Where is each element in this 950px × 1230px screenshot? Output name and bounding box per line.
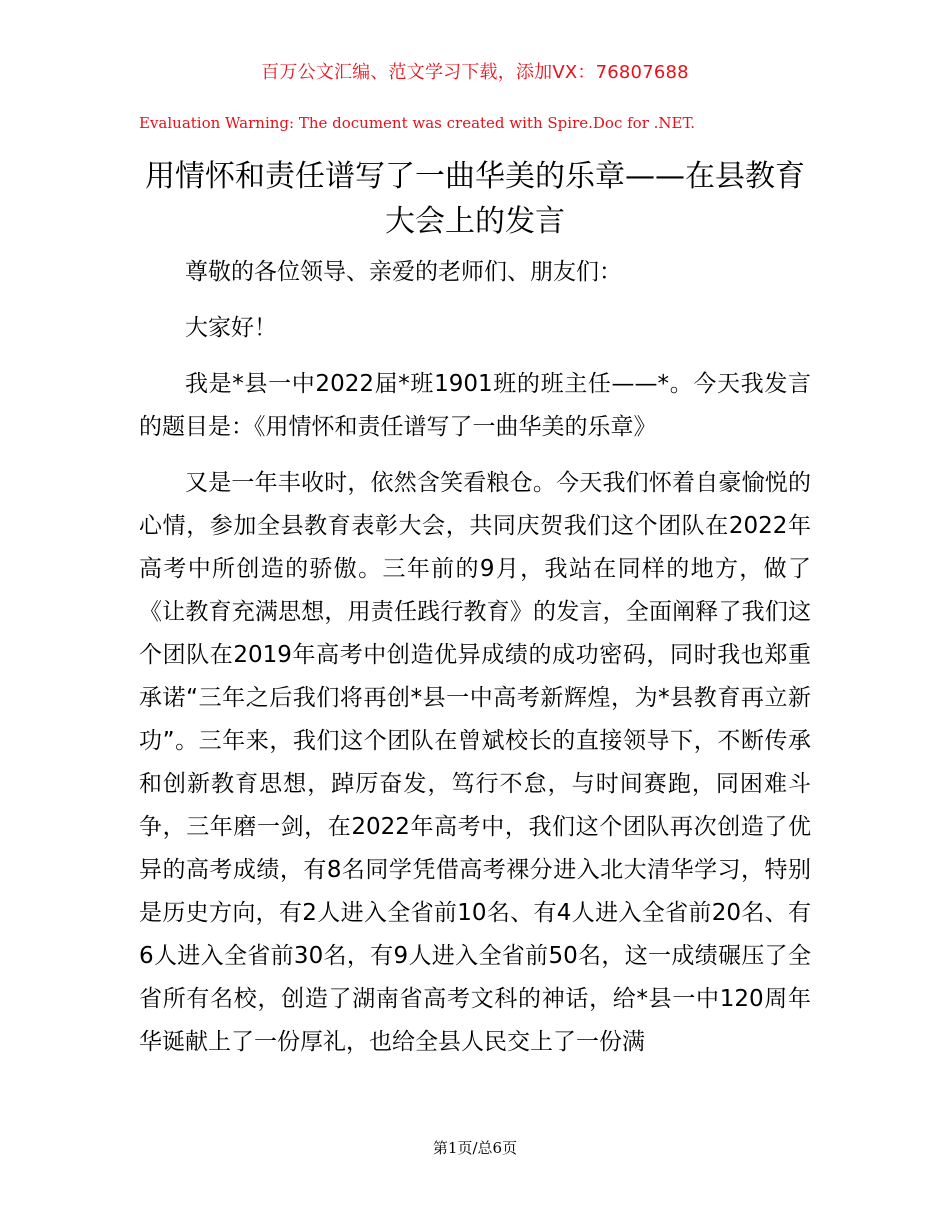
evaluation-warning: Evaluation Warning: The document was created with Spire.Doc for .NET. [139,114,696,132]
document-body [139,251,811,1064]
salutation-paragraph: 尊敬的各位领导、亲爱的老师们、朋友们： [185,259,622,285]
main-paragraph: 又是一年丰收时，依然含笑看粮仓。今天我们怀着自豪愉悦的心情，参加全县教育表彰大会，共同庆贺我们这个团队在2022年高考中所创造的骄傲。三年前的9月，我站在同样的地方，做了《让教育充满思想，用责任践行教育》的发言，全面阐释了我们这个团队在2019年高考中创造优异成绩的成功密码，同时我也郑重承诺“三年之后我们将再创*县一中高考新辉煌，为*县教育再立新功”。三年来，我们这个团队在曾斌校长的直接领导下，不断传承和创新教育思想，踔厉奋发，笃行不怠，与时间赛跑，同困难斗争，三年磨一剑，在2022年高考中，我们这个团队再次创造了优异的高考成绩，有8名同学凭借高考裸分进入北大清华学习，特别是历史方向，有2人进入全省前10名、有4人进入全省前20名、有6人进入全省前30名，有9人进入全省前50名，这一成绩碾压了全省所有名校，创造了湖南省高考文科的神话，给*县一中120周年华诞献上了一份厚礼，也给全县人民交上了一份满 [139,470,811,1055]
page-number: 第1页/总6页 [432,1139,518,1157]
intro-paragraph: 我是*县一中2022届*班1901班的班主任——*。今天我发言的题目是：《用情怀和责任谱写了一曲华美的乐章》 [139,371,811,440]
header-banner: 百万公文汇编、范文学习下载，添加VX：76807688 [261,62,689,83]
document-title: 用情怀和责任谱写了一曲华美的乐章——在县教育大会上的发言 [145,159,805,239]
greeting-paragraph: 大家好！ [185,315,277,341]
